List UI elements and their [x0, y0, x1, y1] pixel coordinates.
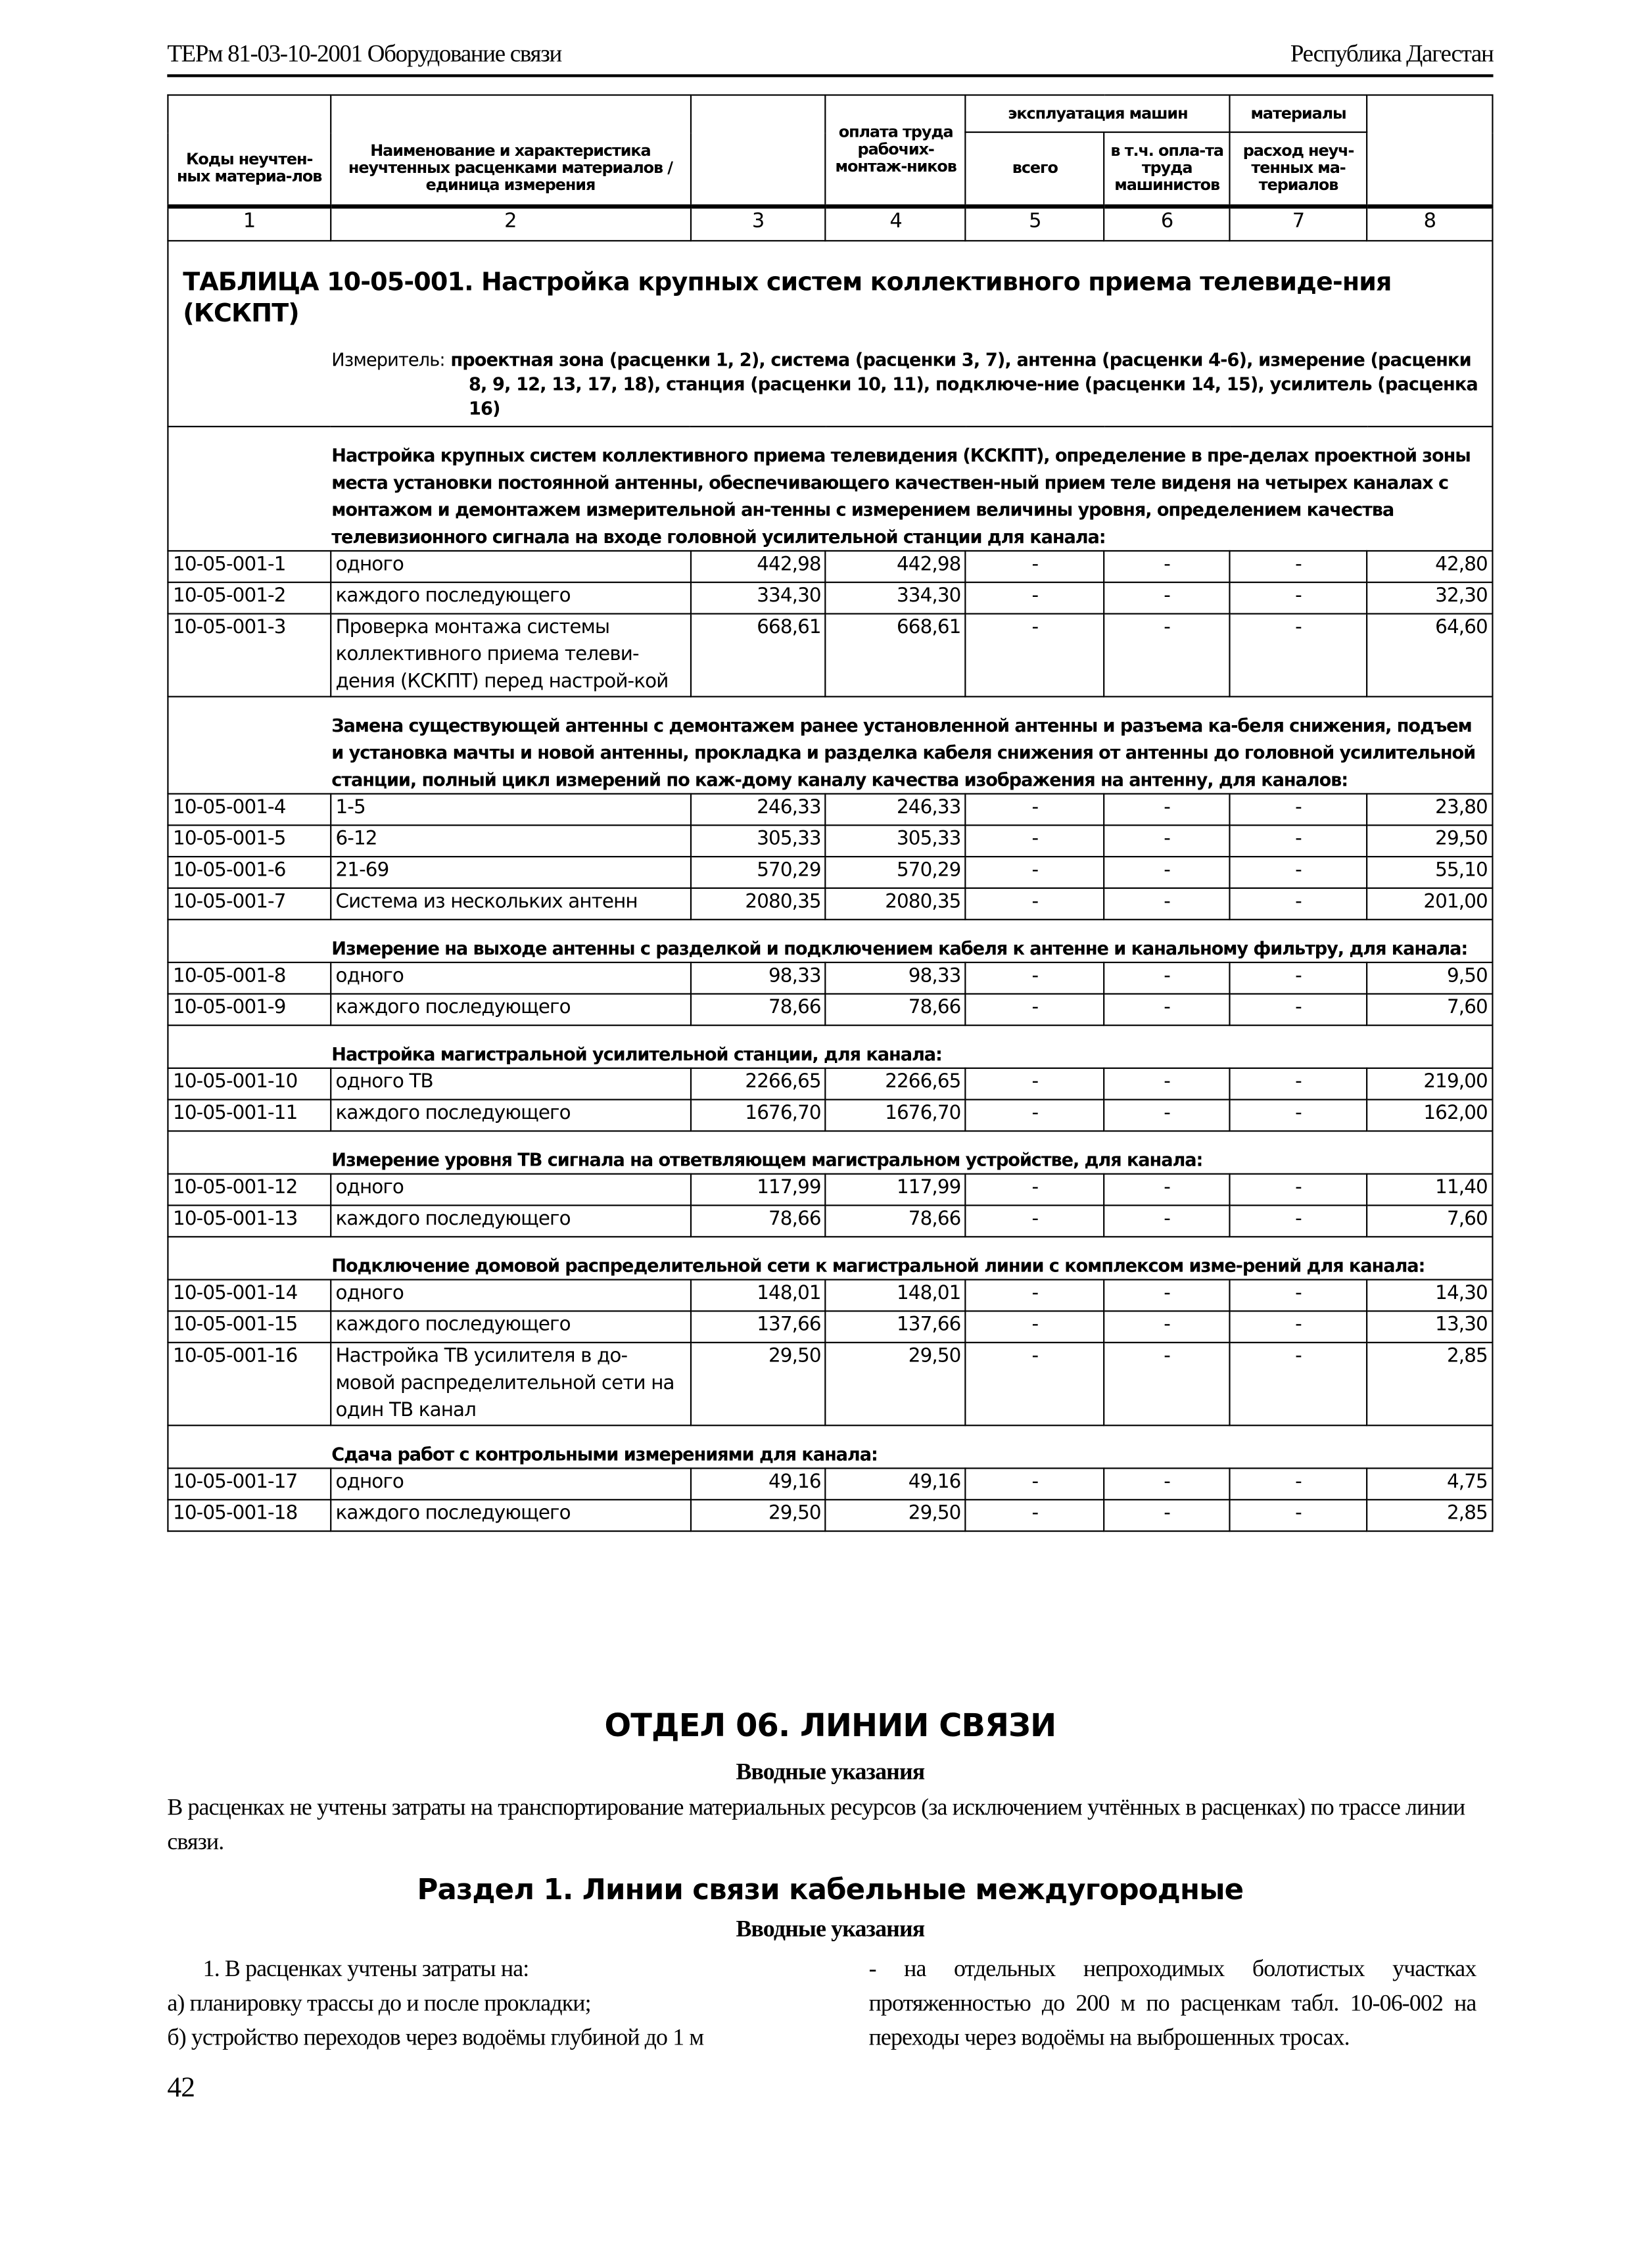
work-name: каждого последующего: [331, 582, 690, 614]
rate-code: 10-05-001-5: [168, 825, 330, 857]
section-heading: Настройка магистральной усилительной станции, для канала:: [168, 1026, 1492, 1068]
materials: -: [1230, 614, 1367, 697]
machines-total: -: [966, 614, 1104, 697]
materials: -: [1230, 857, 1367, 888]
materials: -: [1230, 1311, 1367, 1342]
labor-cost: 2266,65: [826, 1068, 966, 1100]
labor-hours: 13,30: [1367, 1311, 1492, 1342]
rate-code: 10-05-001-8: [168, 962, 330, 994]
meter-text: проектная зона (расценки 1, 2), система (расценки 3, 7), антенна (расценки 4-6), измерение (расценки 8, 9, 12, 13, 17, 18), станция (расценки 10, 11), подключе-ние (расценки 14, 15), усилитель (расценка 16): [450, 348, 1478, 419]
machines-total: -: [966, 1500, 1104, 1531]
labor-cost: 442,98: [826, 551, 966, 582]
col-number: 2: [331, 206, 690, 241]
machines-total: -: [966, 1174, 1104, 1206]
department-title: ОТДЕЛ 06. ЛИНИИ СВЯЗИ: [604, 1709, 1056, 1745]
materials: -: [1230, 1468, 1367, 1500]
machines-total: -: [966, 1342, 1104, 1425]
work-name: одного: [331, 1174, 690, 1206]
col-number: 8: [1367, 206, 1492, 241]
page-number: 42: [167, 2071, 195, 2104]
materials: -: [1230, 888, 1367, 920]
machines-labor: -: [1104, 1206, 1230, 1237]
machines-total: -: [966, 888, 1104, 920]
section-heading-row: [168, 427, 1492, 551]
work-name: одного: [331, 1468, 690, 1500]
materials: -: [1230, 1280, 1367, 1311]
meter: [331, 347, 1480, 420]
table-row: [168, 582, 1492, 614]
col-name: Наименование и характеристика неучтенных расценками материалов / единица измерения: [331, 132, 690, 206]
section-heading: Подключение домовой распределительной сети к магистральной линии с комплексом изме-рений для канала:: [168, 1237, 1492, 1279]
work-name: каждого последующего: [331, 1100, 690, 1131]
labor-cost: 246,33: [826, 793, 966, 825]
col-number: 6: [1104, 206, 1230, 241]
labor-cost: 137,66: [826, 1311, 966, 1342]
labor-cost: 49,16: [826, 1468, 966, 1500]
total-cost: 29,50: [690, 1342, 826, 1425]
col-materials: материалы: [1230, 95, 1367, 133]
labor-cost: 29,50: [826, 1342, 966, 1425]
machines-labor: -: [1104, 962, 1230, 994]
section-heading-row: [168, 920, 1492, 962]
labor-cost: 570,29: [826, 857, 966, 888]
materials: -: [1230, 1068, 1367, 1100]
section-heading-row: [168, 1425, 1492, 1468]
section1-intro-heading: Вводные указания: [736, 1914, 925, 1943]
table-row: [168, 962, 1492, 994]
table-title-row: [168, 241, 1492, 427]
work-name: одного: [331, 551, 690, 582]
intro-item: 1. В расценках учтены затраты на:: [202, 1954, 529, 1982]
machines-labor: -: [1104, 1468, 1230, 1500]
section-heading: Измерение уровня ТВ сигнала на ответвляющем магистральном устройстве, для канала:: [168, 1131, 1492, 1173]
materials: -: [1230, 793, 1367, 825]
machines-total: -: [966, 1206, 1104, 1237]
table-row: [168, 793, 1492, 825]
machines-labor: -: [1104, 793, 1230, 825]
total-cost: 98,33: [690, 962, 826, 994]
work-name: Проверка монтажа системы коллективного приема телеви-дения (КСКПТ) перед настрой-кой: [331, 614, 690, 697]
labor-hours: 201,00: [1367, 888, 1492, 920]
section1-left-column: [167, 1952, 824, 2055]
section-heading: Замена существующей антенны с демонтажем ранее установленной антенны и разъема ка-беля снижения, подъем и установка мачты и новой антенны, прокладка и разделка кабеля снижения от антенны до головной усилительной станции, полный цикл измерений по каж-дому каналу качества изображения на антенну, для каналов:: [168, 697, 1492, 794]
labor-hours: 42,80: [1367, 551, 1492, 582]
machines-total: -: [966, 1311, 1104, 1342]
labor-hours: 55,10: [1367, 857, 1492, 888]
total-cost: 148,01: [690, 1280, 826, 1311]
table-row: [168, 1468, 1492, 1500]
work-name: 6-12: [331, 825, 690, 857]
labor-hours: 23,80: [1367, 793, 1492, 825]
machines-labor: -: [1104, 1280, 1230, 1311]
labor-hours: 2,85: [1367, 1342, 1492, 1425]
department-intro-heading: Вводные указания: [736, 1757, 925, 1785]
rate-code: 10-05-001-7: [168, 888, 330, 920]
section-heading-row: [168, 1237, 1492, 1279]
machines-labor: -: [1104, 888, 1230, 920]
total-cost: 2080,35: [690, 888, 826, 920]
rate-code: 10-05-001-9: [168, 994, 330, 1026]
work-name: Система из нескольких антенн: [331, 888, 690, 920]
table-row: [168, 1280, 1492, 1311]
col-labor: оплата труда рабочих-монтаж-ников: [826, 95, 966, 207]
running-header-left: ТЕРм 81-03-10-2001 Оборудование связи: [167, 39, 561, 68]
rate-code: 10-05-001-1: [168, 551, 330, 582]
header-rule: [167, 74, 1493, 77]
total-cost: 1676,70: [690, 1100, 826, 1131]
labor-hours: 14,30: [1367, 1280, 1492, 1311]
rate-code: 10-05-001-2: [168, 582, 330, 614]
rate-code: 10-05-001-4: [168, 793, 330, 825]
machines-total: -: [966, 551, 1104, 582]
labor-hours: 7,60: [1367, 994, 1492, 1026]
labor-cost: 98,33: [826, 962, 966, 994]
table-row: [168, 1174, 1492, 1206]
machines-labor: -: [1104, 825, 1230, 857]
table-row: [168, 1206, 1492, 1237]
col-machines: эксплуатация машин: [966, 95, 1230, 133]
total-cost: 117,99: [690, 1174, 826, 1206]
intro-item: а) планировку трассы до и после прокладки;: [167, 1989, 591, 2017]
machines-labor: -: [1104, 1174, 1230, 1206]
section-heading-row: [168, 697, 1492, 794]
labor-cost: 117,99: [826, 1174, 966, 1206]
machines-total: -: [966, 1280, 1104, 1311]
rate-code: 10-05-001-16: [168, 1342, 330, 1425]
column-numbers: [168, 206, 1492, 241]
table-row: [168, 1068, 1492, 1100]
labor-hours: 7,60: [1367, 1206, 1492, 1237]
machines-labor: -: [1104, 1068, 1230, 1100]
section-heading-row: [168, 1131, 1492, 1173]
machines-total: -: [966, 1100, 1104, 1131]
labor-cost: 668,61: [826, 614, 966, 697]
section1-title: Раздел 1. Линии связи кабельные междугородные: [417, 1872, 1244, 1906]
rate-code: 10-05-001-11: [168, 1100, 330, 1131]
materials: -: [1230, 551, 1367, 582]
total-cost: 78,66: [690, 994, 826, 1026]
rate-code: 10-05-001-15: [168, 1311, 330, 1342]
section-heading: Измерение на выходе антенны с разделкой и подключением кабеля к антенне и канальному фильтру, для канала:: [168, 920, 1492, 962]
machines-labor: -: [1104, 1100, 1230, 1131]
machines-labor: -: [1104, 1500, 1230, 1531]
materials: -: [1230, 1206, 1367, 1237]
materials: -: [1230, 1100, 1367, 1131]
machines-labor: -: [1104, 1342, 1230, 1425]
rate-code: 10-05-001-12: [168, 1174, 330, 1206]
total-cost: 305,33: [690, 825, 826, 857]
work-name: каждого последующего: [331, 1500, 690, 1531]
machines-total: -: [966, 1468, 1104, 1500]
col-number: 4: [826, 206, 966, 241]
work-name: одного ТВ: [331, 1068, 690, 1100]
materials: -: [1230, 1500, 1367, 1531]
table-row: [168, 1500, 1492, 1531]
department-intro-text: В расценках не учтены затраты на транспортирование материальных ресурсов (за исключением учтённых в расценках) по трассе линии связи.: [167, 1793, 1465, 1855]
machines-labor: -: [1104, 857, 1230, 888]
intro-item: б) устройство переходов через водоёмы глубиной до 1 м: [167, 2023, 704, 2051]
meter-label: Измеритель:: [331, 348, 445, 370]
labor-hours: 64,60: [1367, 614, 1492, 697]
work-name: каждого последующего: [331, 1206, 690, 1237]
table-row: [168, 1342, 1492, 1425]
labor-hours: 29,50: [1367, 825, 1492, 857]
labor-cost: 78,66: [826, 1206, 966, 1237]
section1-right-column: - на отдельных непроходимых болотистых участках протяженностью до 200 м по расценкам табл. 10-06-002 на переходы через водоёмы на выброшенных тросах.: [868, 1954, 1476, 2051]
materials: -: [1230, 1174, 1367, 1206]
total-cost: 2266,65: [690, 1068, 826, 1100]
col-number: 1: [168, 206, 330, 241]
rate-code: 10-05-001-13: [168, 1206, 330, 1237]
rate-code: 10-05-001-17: [168, 1468, 330, 1500]
labor-hours: 4,75: [1367, 1468, 1492, 1500]
labor-cost: 148,01: [826, 1280, 966, 1311]
machines-labor: -: [1104, 994, 1230, 1026]
total-cost: 334,30: [690, 582, 826, 614]
rate-code: 10-05-001-6: [168, 857, 330, 888]
section-heading: Настройка крупных систем коллективного приема телевидения (КСКПТ), определение в пре-делах проектной зоны места установки постоянной антенны, обеспечивающего качествен-ный прием теле виденя на четырех каналах с монтажом и демонтажем измерительной ан-тенны с измерением величины уровня, определением качества телевизионного сигнала на входе головной усилительной станции для канала:: [168, 427, 1492, 551]
total-cost: 49,16: [690, 1468, 826, 1500]
table-row: [168, 551, 1492, 582]
labor-cost: 2080,35: [826, 888, 966, 920]
total-cost: 78,66: [690, 1206, 826, 1237]
work-name: каждого последующего: [331, 1311, 690, 1342]
rate-code: 10-05-001-10: [168, 1068, 330, 1100]
labor-hours: 219,00: [1367, 1068, 1492, 1100]
total-cost: 246,33: [690, 793, 826, 825]
labor-cost: 78,66: [826, 994, 966, 1026]
materials: -: [1230, 825, 1367, 857]
col-materials-use: расход неуч-тенных ма-териалов: [1230, 132, 1367, 206]
table-row: [168, 1311, 1492, 1342]
machines-labor: -: [1104, 551, 1230, 582]
machines-labor: -: [1104, 614, 1230, 697]
rate-code: 10-05-001-3: [168, 614, 330, 697]
work-name: Настройка ТВ усилителя в до-мовой распределительной сети на один ТВ канал: [331, 1342, 690, 1425]
labor-hours: 32,30: [1367, 582, 1492, 614]
total-cost: 29,50: [690, 1500, 826, 1531]
col-number: 7: [1230, 206, 1367, 241]
work-name: 21-69: [331, 857, 690, 888]
col-machines-total: всего: [966, 132, 1104, 206]
table-row: [168, 994, 1492, 1026]
labor-cost: 1676,70: [826, 1100, 966, 1131]
table-title: ТАБЛИЦА 10-05-001. Настройка крупных систем коллективного приема телевиде-ния (КСКПТ): [183, 268, 1392, 329]
materials: -: [1230, 994, 1367, 1026]
machines-total: -: [966, 962, 1104, 994]
col-number: 5: [966, 206, 1104, 241]
table-row: [168, 857, 1492, 888]
total-cost: 442,98: [690, 551, 826, 582]
materials: -: [1230, 962, 1367, 994]
labor-hours: 11,40: [1367, 1174, 1492, 1206]
machines-total: -: [966, 857, 1104, 888]
machines-total: -: [966, 825, 1104, 857]
col-codes: Коды неучтен-ных материа-лов: [168, 132, 330, 206]
table-row: [168, 888, 1492, 920]
col-number: 3: [690, 206, 826, 241]
work-name: одного: [331, 962, 690, 994]
machines-total: -: [966, 994, 1104, 1026]
total-cost: 137,66: [690, 1311, 826, 1342]
col-machines-labor: в т.ч. опла-та труда машинистов: [1104, 132, 1230, 206]
machines-total: -: [966, 582, 1104, 614]
section-heading: Сдача работ с контрольными измерениями для канала:: [168, 1425, 1492, 1468]
work-name: каждого последующего: [331, 994, 690, 1026]
section-heading-row: [168, 1026, 1492, 1068]
labor-hours: 2,85: [1367, 1500, 1492, 1531]
total-cost: 668,61: [690, 614, 826, 697]
rate-code: 10-05-001-14: [168, 1280, 330, 1311]
materials: -: [1230, 582, 1367, 614]
labor-cost: 29,50: [826, 1500, 966, 1531]
table-row: [168, 825, 1492, 857]
labor-cost: 334,30: [826, 582, 966, 614]
labor-cost: 305,33: [826, 825, 966, 857]
total-cost: 570,29: [690, 857, 826, 888]
labor-hours: 162,00: [1367, 1100, 1492, 1131]
work-name: одного: [331, 1280, 690, 1311]
running-header-right: Республика Дагестан: [1290, 39, 1494, 68]
table-row: [168, 1100, 1492, 1131]
work-name: 1-5: [331, 793, 690, 825]
price-table: [167, 94, 1493, 1532]
machines-labor: -: [1104, 582, 1230, 614]
materials: -: [1230, 1342, 1367, 1425]
machines-total: -: [966, 793, 1104, 825]
machines-labor: -: [1104, 1311, 1230, 1342]
table-row: [168, 614, 1492, 697]
rate-code: 10-05-001-18: [168, 1500, 330, 1531]
machines-total: -: [966, 1068, 1104, 1100]
labor-hours: 9,50: [1367, 962, 1492, 994]
